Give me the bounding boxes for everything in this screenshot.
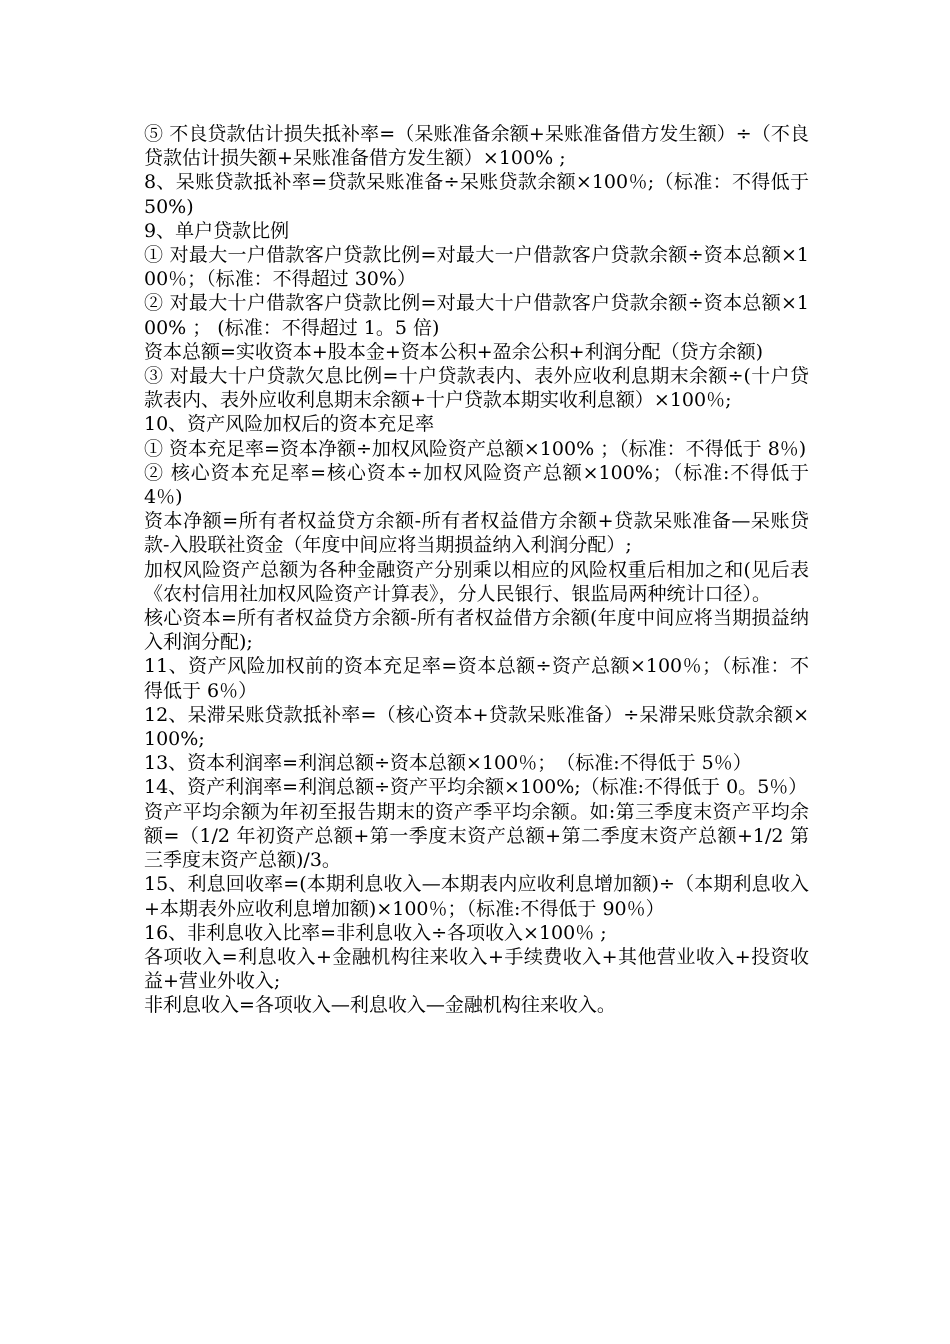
paragraph-bad-debt-coverage: 8、呆账贷款抵补率=贷款呆账准备÷呆账贷款余额×100％;（标准：不得低于 50%)	[144, 171, 809, 218]
paragraph-non-interest-income-definition: 非利息收入=各项收入—利息收入—金融机构往来收入。	[144, 994, 616, 1017]
heading-single-loan-ratio: 9、单户贷款比例	[144, 219, 290, 242]
paragraph-non-interest-income-ratio: 16、非利息收入比率=非利息收入÷各项收入×100％ ;	[144, 921, 607, 944]
paragraph-core-capital-adequacy-ratio: ② 核心资本充足率=核心资本÷加权风险资产总额×100%；（标准:不得低于 4％)	[144, 461, 809, 509]
paragraph-weighted-risk-assets-definition: 加权风险资产总额为各种金融资产分别乘以相应的风险权重后相加之和(见后表《农村信用社加权风险资产计算表》，分人民银行、银监局两种统计口径）。	[144, 558, 809, 605]
paragraph-return-on-capital: 13、资本利润率=利润总额÷资本总额×100％； （标准:不得低于 5％）	[144, 752, 752, 775]
paragraph-largest-ten-borrowers: ② 对最大十户借款客户贷款比例=对最大十户借款客户贷款余额÷资本总额×100% ； (标准：不得超过 1。5 倍)	[144, 292, 809, 339]
paragraph-stagnant-loan-coverage: 12、呆滞呆账贷款抵补率=（核心资本+贷款呆账准备）÷呆滞呆账贷款余额×100%;	[144, 703, 809, 751]
paragraph-ten-borrowers-interest-arrears: ③ 对最大十户贷款欠息比例=十户贷款表内、表外应收利息期末余额÷(十户贷款表内、表外应收利息期末余额+十户贷款本期实收利息额）×100％;	[144, 365, 809, 412]
paragraph-unweighted-capital-adequacy: 11、资产风险加权前的资本充足率=资本总额÷资产总额×100％；（标准：不得低于 6％）	[144, 655, 809, 702]
paragraph-return-on-assets: 14、资产利润率=利润总额÷资产平均余额×100%;（标准:不得低于 0。5％）	[144, 776, 808, 799]
paragraph-total-capital-definition: 资本总额=实收资本+股本金+资本公积+盈余公积+利润分配（贷方余额)	[144, 340, 764, 363]
paragraph-total-income-definition: 各项收入=利息收入+金融机构往来收入+手续费收入+其他营业收入+投资收益+营业外收入;	[144, 945, 809, 993]
paragraph-interest-recovery-rate: 15、利息回收率=(本期利息收入—本期表内应收利息增加额)÷（本期利息收入+本期表外应收利息增加额)×100％；（标准:不得低于 90％）	[144, 873, 809, 920]
heading-risk-weighted-capital-adequacy: 10、资产风险加权后的资本充足率	[144, 413, 435, 436]
paragraph-largest-single-borrower: ① 对最大一户借款客户贷款比例=对最大一户借款客户贷款余额÷资本总额×100％；（标准：不得超过 30%）	[144, 244, 809, 291]
paragraph-core-capital-definition: 核心资本=所有者权益贷方余额-所有者权益借方余额(年度中间应将当期损益纳入利润分配);	[144, 607, 809, 654]
paragraph-capital-adequacy-ratio: ① 资本充足率=资本净额÷加权风险资产总额×100% ；（标准：不得低于 8％)	[144, 437, 807, 460]
paragraph-loss-coverage-ratio: ⑤ 不良贷款估计损失抵补率=（呆账准备余额+呆账准备借方发生额）÷（不良贷款估计损失额+呆账准备借方发生额）×100% ;	[144, 123, 809, 170]
paragraph-net-capital-definition: 资本净额=所有者权益贷方余额-所有者权益借方余额+贷款呆账准备—呆账贷款-入股联社资金（年度中间应将当期损益纳入利润分配）;	[144, 510, 809, 557]
paragraph-average-assets-definition: 资产平均余额为年初至报告期末的资产季平均余额。如:第三季度末资产平均余额=（1/2 年初资产总额+第一季度末资产总额+第二季度末资产总额+1/2 第三季度末资产总额)/3。	[144, 800, 809, 872]
document-body	[144, 122, 809, 1018]
